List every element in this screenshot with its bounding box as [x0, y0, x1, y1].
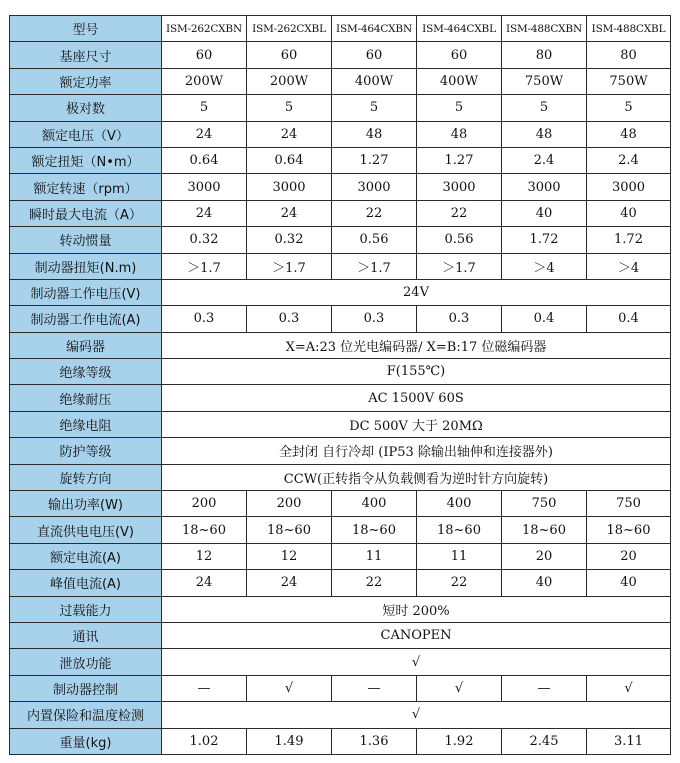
spec-value-cell: ＞1.7: [332, 253, 417, 279]
spec-value-cell: 24: [247, 200, 332, 226]
spec-value-cell: 400: [332, 491, 417, 517]
spec-label-cell: 极对数: [10, 95, 162, 121]
spec-value-cell: 1.27: [417, 147, 502, 173]
spec-value-cell: 24: [247, 570, 332, 596]
spec-table: [9, 15, 671, 755]
spec-label-cell: 编码器: [10, 332, 162, 358]
spec-label-cell: 通讯: [10, 622, 162, 648]
spec-value-cell: 22: [417, 570, 502, 596]
spec-merged-value-cell: 24V: [162, 279, 671, 305]
spec-row: [10, 596, 671, 622]
spec-value-cell: 48: [502, 121, 587, 147]
spec-row: [10, 438, 671, 464]
spec-label-cell: 基座尺寸: [10, 42, 162, 68]
spec-value-cell: 20: [587, 543, 671, 569]
spec-value-cell: 200W: [247, 68, 332, 94]
spec-label-cell: 重量(kg): [10, 728, 162, 754]
spec-value-cell: 750: [502, 491, 587, 517]
spec-value-cell: 1.72: [502, 227, 587, 253]
spec-value-cell: 40: [502, 570, 587, 596]
spec-row: [10, 543, 671, 569]
spec-value-cell: 18~60: [502, 517, 587, 543]
spec-value-cell: 18~60: [162, 517, 247, 543]
spec-table-body: [10, 16, 671, 755]
spec-value-cell: 0.32: [162, 227, 247, 253]
spec-label-cell: 输出功率(W): [10, 491, 162, 517]
model-cell: ISM-488CXBL: [587, 16, 671, 42]
spec-label-cell: 额定转速（rpm）: [10, 174, 162, 200]
spec-value-cell: 200: [162, 491, 247, 517]
spec-value-cell: 750: [587, 491, 671, 517]
spec-row: [10, 95, 671, 121]
spec-label-cell: 内置保险和温度检测: [10, 702, 162, 728]
spec-value-cell: 5: [587, 95, 671, 121]
spec-value-cell: 5: [332, 95, 417, 121]
spec-value-cell: 24: [247, 121, 332, 147]
spec-label-cell: 额定电压（V）: [10, 121, 162, 147]
spec-label-cell: 直流供电电压(V): [10, 517, 162, 543]
spec-row: [10, 147, 671, 173]
spec-value-cell: ＞1.7: [247, 253, 332, 279]
spec-value-cell: 24: [162, 570, 247, 596]
spec-value-cell: 0.32: [247, 227, 332, 253]
spec-merged-value-cell: CANOPEN: [162, 622, 671, 648]
spec-value-cell: 400: [417, 491, 502, 517]
model-cell: ISM-488CXBN: [502, 16, 587, 42]
spec-value-cell: 24: [162, 200, 247, 226]
model-cell: ISM-464CXBN: [332, 16, 417, 42]
spec-value-cell: 3.11: [587, 728, 671, 754]
spec-merged-value-cell: 短时 200%: [162, 596, 671, 622]
spec-merged-value-cell: AC 1500V 60S: [162, 385, 671, 411]
spec-value-cell: 5: [502, 95, 587, 121]
spec-label-cell: 旋转方向: [10, 464, 162, 490]
spec-value-cell: ＞4: [502, 253, 587, 279]
spec-value-cell: 40: [587, 200, 671, 226]
model-cell: ISM-262CXBN: [162, 16, 247, 42]
spec-value-cell: √: [417, 675, 502, 701]
spec-value-cell: 11: [417, 543, 502, 569]
spec-row: [10, 491, 671, 517]
spec-value-cell: 2.4: [587, 147, 671, 173]
spec-label-cell: 制动器扭矩(N.m): [10, 253, 162, 279]
spec-value-cell: 0.56: [332, 227, 417, 253]
spec-row: [10, 253, 671, 279]
spec-label-cell: 峰值电流(A): [10, 570, 162, 596]
spec-label-cell: 额定功率: [10, 68, 162, 94]
model-cell: ISM-262CXBL: [247, 16, 332, 42]
spec-value-cell: 200: [247, 491, 332, 517]
spec-row: [10, 517, 671, 543]
spec-value-cell: 1.02: [162, 728, 247, 754]
spec-label-cell: 转动惯量: [10, 227, 162, 253]
spec-value-cell: 60: [162, 42, 247, 68]
spec-label-cell: 制动器工作电压(V): [10, 279, 162, 305]
spec-value-cell: —: [332, 675, 417, 701]
spec-value-cell: 1.72: [587, 227, 671, 253]
spec-value-cell: 1.49: [247, 728, 332, 754]
spec-value-cell: 18~60: [247, 517, 332, 543]
spec-label-cell: 制动器控制: [10, 675, 162, 701]
spec-value-cell: 40: [502, 200, 587, 226]
spec-value-cell: 0.3: [247, 306, 332, 332]
spec-row: [10, 649, 671, 675]
spec-value-cell: 0.4: [587, 306, 671, 332]
spec-row: [10, 359, 671, 385]
spec-value-cell: 2.45: [502, 728, 587, 754]
spec-value-cell: 18~60: [417, 517, 502, 543]
spec-row: [10, 42, 671, 68]
spec-value-cell: 5: [417, 95, 502, 121]
spec-label-cell: 防护等级: [10, 438, 162, 464]
spec-merged-value-cell: 全封闭 自行冷却 (IP53 除输出轴伸和连接器外): [162, 438, 671, 464]
spec-value-cell: 60: [417, 42, 502, 68]
spec-value-cell: 12: [247, 543, 332, 569]
spec-value-cell: 48: [332, 121, 417, 147]
spec-row: [10, 174, 671, 200]
spec-value-cell: 48: [417, 121, 502, 147]
spec-value-cell: 0.64: [162, 147, 247, 173]
spec-value-cell: 18~60: [332, 517, 417, 543]
spec-label-cell: 绝缘电阻: [10, 411, 162, 437]
spec-row: [10, 702, 671, 728]
spec-value-cell: 0.3: [417, 306, 502, 332]
spec-value-cell: 18~60: [587, 517, 671, 543]
spec-value-cell: 3000: [587, 174, 671, 200]
spec-row: [10, 385, 671, 411]
spec-merged-value-cell: √: [162, 649, 671, 675]
spec-value-cell: —: [502, 675, 587, 701]
spec-value-cell: 40: [587, 570, 671, 596]
spec-value-cell: 0.3: [162, 306, 247, 332]
spec-value-cell: 22: [417, 200, 502, 226]
spec-label-cell: 额定电流(A): [10, 543, 162, 569]
spec-value-cell: ＞1.7: [417, 253, 502, 279]
spec-value-cell: 1.92: [417, 728, 502, 754]
header-row: [10, 16, 671, 42]
spec-value-cell: 60: [332, 42, 417, 68]
spec-row: [10, 279, 671, 305]
header-label-cell: 型号: [10, 16, 162, 42]
spec-label-cell: 额定扭矩（N•m）: [10, 147, 162, 173]
spec-value-cell: 22: [332, 200, 417, 226]
spec-value-cell: 60: [247, 42, 332, 68]
spec-label-cell: 绝缘耐压: [10, 385, 162, 411]
spec-label-cell: 泄放功能: [10, 649, 162, 675]
spec-value-cell: 3000: [332, 174, 417, 200]
spec-value-cell: 48: [587, 121, 671, 147]
spec-value-cell: 22: [332, 570, 417, 596]
spec-value-cell: 3000: [162, 174, 247, 200]
spec-row: [10, 200, 671, 226]
spec-row: [10, 121, 671, 147]
spec-value-cell: 80: [587, 42, 671, 68]
spec-merged-value-cell: CCW(正转指令从负载侧看为逆时针方向旋转): [162, 464, 671, 490]
spec-label-cell: 绝缘等级: [10, 359, 162, 385]
spec-merged-value-cell: X=A:23 位光电编码器/ X=B:17 位磁编码器: [162, 332, 671, 358]
spec-value-cell: —: [162, 675, 247, 701]
spec-label-cell: 制动器工作电流(A): [10, 306, 162, 332]
spec-value-cell: ＞4: [587, 253, 671, 279]
spec-value-cell: 12: [162, 543, 247, 569]
spec-value-cell: 11: [332, 543, 417, 569]
spec-value-cell: 0.4: [502, 306, 587, 332]
spec-row: [10, 675, 671, 701]
spec-row: [10, 68, 671, 94]
spec-value-cell: 0.64: [247, 147, 332, 173]
spec-value-cell: 24: [162, 121, 247, 147]
spec-value-cell: ＞1.7: [162, 253, 247, 279]
spec-value-cell: √: [247, 675, 332, 701]
spec-value-cell: 0.3: [332, 306, 417, 332]
spec-row: [10, 622, 671, 648]
spec-value-cell: 80: [502, 42, 587, 68]
spec-row: [10, 464, 671, 490]
spec-value-cell: √: [587, 675, 671, 701]
spec-value-cell: 0.56: [417, 227, 502, 253]
spec-value-cell: 3000: [247, 174, 332, 200]
spec-row: [10, 227, 671, 253]
spec-label-cell: 过载能力: [10, 596, 162, 622]
spec-merged-value-cell: F(155℃): [162, 359, 671, 385]
spec-value-cell: 5: [162, 95, 247, 121]
spec-value-cell: 5: [247, 95, 332, 121]
spec-value-cell: 750W: [587, 68, 671, 94]
spec-merged-value-cell: √: [162, 702, 671, 728]
spec-value-cell: 400W: [332, 68, 417, 94]
model-cell: ISM-464CXBL: [417, 16, 502, 42]
spec-value-cell: 1.27: [332, 147, 417, 173]
spec-value-cell: 3000: [502, 174, 587, 200]
spec-value-cell: 1.36: [332, 728, 417, 754]
spec-label-cell: 瞬时最大电流（A）: [10, 200, 162, 226]
spec-row: [10, 332, 671, 358]
spec-value-cell: 200W: [162, 68, 247, 94]
spec-value-cell: 2.4: [502, 147, 587, 173]
spec-merged-value-cell: DC 500V 大于 20MΩ: [162, 411, 671, 437]
spec-value-cell: 3000: [417, 174, 502, 200]
spec-row: [10, 411, 671, 437]
spec-value-cell: 400W: [417, 68, 502, 94]
spec-value-cell: 20: [502, 543, 587, 569]
spec-row: [10, 306, 671, 332]
spec-row: [10, 728, 671, 754]
spec-value-cell: 750W: [502, 68, 587, 94]
spec-row: [10, 570, 671, 596]
